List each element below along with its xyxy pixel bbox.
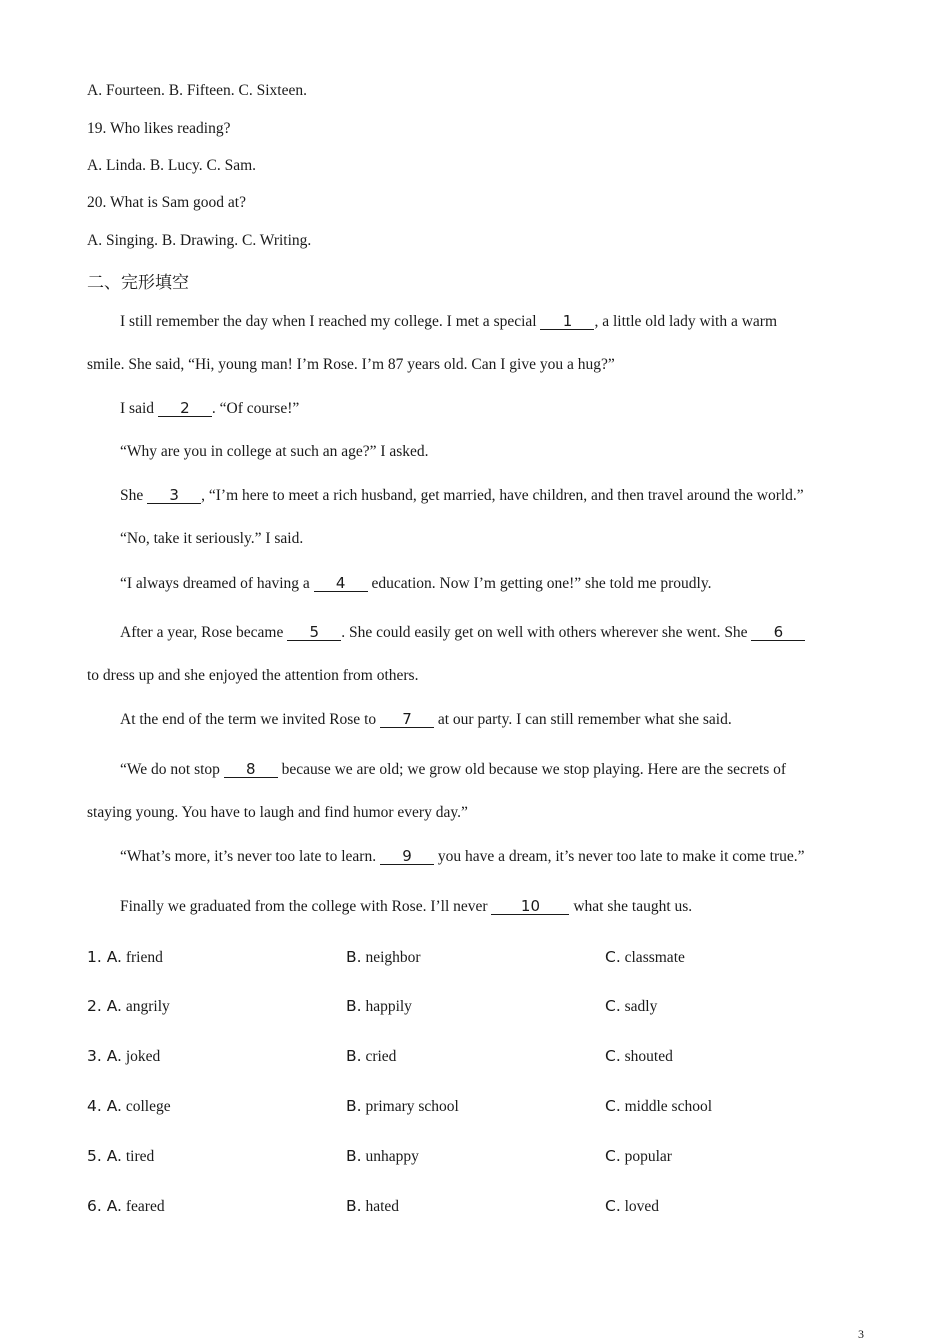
option-a xyxy=(87,1047,160,1066)
option-label: B. xyxy=(346,948,362,966)
option-text: happily xyxy=(365,998,412,1015)
option-a xyxy=(87,1197,165,1216)
passage-text: . “Of course!” xyxy=(211,400,300,417)
question-number: 2. A. xyxy=(87,997,122,1015)
option-label: B. xyxy=(346,1047,362,1065)
blank-2: 2 xyxy=(158,401,212,417)
option-label: B. xyxy=(346,997,362,1015)
option-row-1 xyxy=(87,948,867,972)
passage-line: “No, take it seriously.” I said. xyxy=(120,530,304,547)
option-text: popular xyxy=(624,1148,672,1165)
passage-text: , “I’m here to meet a rich husband, get married, have children, and then travel around the world.” xyxy=(201,487,804,504)
passage-line: “Why are you in college at such an age?” I asked. xyxy=(120,443,429,460)
option-b xyxy=(346,1047,396,1066)
option-a xyxy=(87,1097,171,1116)
option-text: primary school xyxy=(365,1098,459,1115)
passage-text: at our party. I can still remember what she said. xyxy=(434,711,732,728)
passage-text: I still remember the day when I reached my college. I met a special xyxy=(120,313,541,330)
option-row-6 xyxy=(87,1197,867,1221)
passage-line xyxy=(120,711,732,729)
q20-options: A. Singing. B. Drawing. C. Writing. xyxy=(87,232,312,249)
passage-line xyxy=(120,400,299,418)
option-c xyxy=(605,997,657,1016)
option-c xyxy=(605,1097,712,1116)
option-row-4 xyxy=(87,1097,867,1121)
passage-text: “I always dreamed of having a xyxy=(120,575,314,592)
option-b xyxy=(346,1147,419,1166)
option-text: college xyxy=(125,1098,171,1115)
q18-options: A. Fourteen. B. Fifteen. C. Sixteen. xyxy=(87,82,307,99)
option-text: unhappy xyxy=(365,1148,419,1165)
passage-line xyxy=(120,624,805,642)
passage-text: what she taught us. xyxy=(569,898,693,915)
option-b xyxy=(346,1197,399,1216)
question-number: 4. A. xyxy=(87,1097,122,1115)
passage-text: She xyxy=(120,487,148,504)
option-label: C. xyxy=(605,1047,621,1065)
option-label: B. xyxy=(346,1097,362,1115)
passage-line: to dress up and she enjoyed the attention from others. xyxy=(87,667,419,684)
passage-text: , a little old lady with a warm xyxy=(594,313,777,330)
option-a xyxy=(87,948,163,967)
passage-text: “We do not stop xyxy=(120,761,224,778)
blank-5: 5 xyxy=(287,625,341,641)
option-label: C. xyxy=(605,997,621,1015)
option-label: B. xyxy=(346,1197,362,1215)
passage-line xyxy=(120,487,804,505)
option-c xyxy=(605,1147,672,1166)
blank-3: 3 xyxy=(147,488,201,504)
passage-text: After a year, Rose became xyxy=(120,624,288,641)
option-c xyxy=(605,1047,673,1066)
passage-line: smile. She said, “Hi, young man! I’m Rose. I’m 87 years old. Can I give you a hug?” xyxy=(87,356,615,373)
q19-question: 19. Who likes reading? xyxy=(87,120,231,137)
option-a xyxy=(87,1147,154,1166)
question-number: 3. A. xyxy=(87,1047,122,1065)
option-b xyxy=(346,997,412,1016)
blank-7: 7 xyxy=(380,712,434,728)
question-number: 6. A. xyxy=(87,1197,122,1215)
option-text: classmate xyxy=(624,949,685,966)
passage-text: “What’s more, it’s never too late to learn. xyxy=(120,848,380,865)
passage-text: . She could easily get on well with others wherever she went. She xyxy=(341,624,752,641)
option-row-3 xyxy=(87,1047,867,1071)
passage-line: staying young. You have to laugh and find humor every day.” xyxy=(87,804,468,821)
option-text: angrily xyxy=(125,998,170,1015)
q20-question: 20. What is Sam good at? xyxy=(87,194,246,211)
option-label: B. xyxy=(346,1147,362,1165)
passage-text: Finally we graduated from the college with Rose. I’ll never xyxy=(120,898,492,915)
option-text: feared xyxy=(125,1198,165,1215)
option-label: C. xyxy=(605,1147,621,1165)
option-b xyxy=(346,948,421,967)
option-text: sadly xyxy=(624,998,658,1015)
blank-10: 10 xyxy=(491,899,569,915)
option-c xyxy=(605,948,685,967)
option-row-2 xyxy=(87,997,867,1021)
passage-text: At the end of the term we invited Rose to xyxy=(120,711,380,728)
option-row-5 xyxy=(87,1147,867,1171)
option-text: neighbor xyxy=(365,949,421,966)
passage-text: because we are old; we grow old because we stop playing. Here are the secrets of xyxy=(277,761,787,778)
option-text: middle school xyxy=(624,1098,713,1115)
option-label: C. xyxy=(605,1097,621,1115)
option-text: friend xyxy=(125,949,163,966)
option-text: shouted xyxy=(624,1048,673,1065)
option-text: loved xyxy=(624,1198,660,1215)
option-label: C. xyxy=(605,1197,621,1215)
option-text: joked xyxy=(125,1048,161,1065)
option-text: tired xyxy=(125,1148,155,1165)
passage-text: education. Now I’m getting one!” she told me proudly. xyxy=(367,575,712,592)
passage-line xyxy=(120,761,786,779)
option-label: C. xyxy=(605,948,621,966)
blank-8: 8 xyxy=(224,762,278,778)
passage-line xyxy=(120,575,711,593)
passage-text: you have a dream, it’s never too late to make it come true.” xyxy=(433,848,805,865)
blank-1: 1 xyxy=(540,314,594,330)
passage-line xyxy=(120,848,805,866)
option-c xyxy=(605,1197,659,1216)
blank-6: 6 xyxy=(751,625,805,641)
page-number: 3 xyxy=(858,1327,864,1341)
section-title: 二、完形填空 xyxy=(87,273,189,293)
option-text: hated xyxy=(365,1198,400,1215)
question-number: 1. A. xyxy=(87,948,122,966)
option-a xyxy=(87,997,170,1016)
question-number: 5. A. xyxy=(87,1147,122,1165)
passage-line xyxy=(120,313,777,331)
blank-4: 4 xyxy=(314,576,368,592)
option-b xyxy=(346,1097,459,1116)
passage-line xyxy=(120,898,692,916)
blank-9: 9 xyxy=(380,849,434,865)
option-text: cried xyxy=(365,1048,397,1065)
passage-text: I said xyxy=(120,400,158,417)
q19-options: A. Linda. B. Lucy. C. Sam. xyxy=(87,157,257,174)
